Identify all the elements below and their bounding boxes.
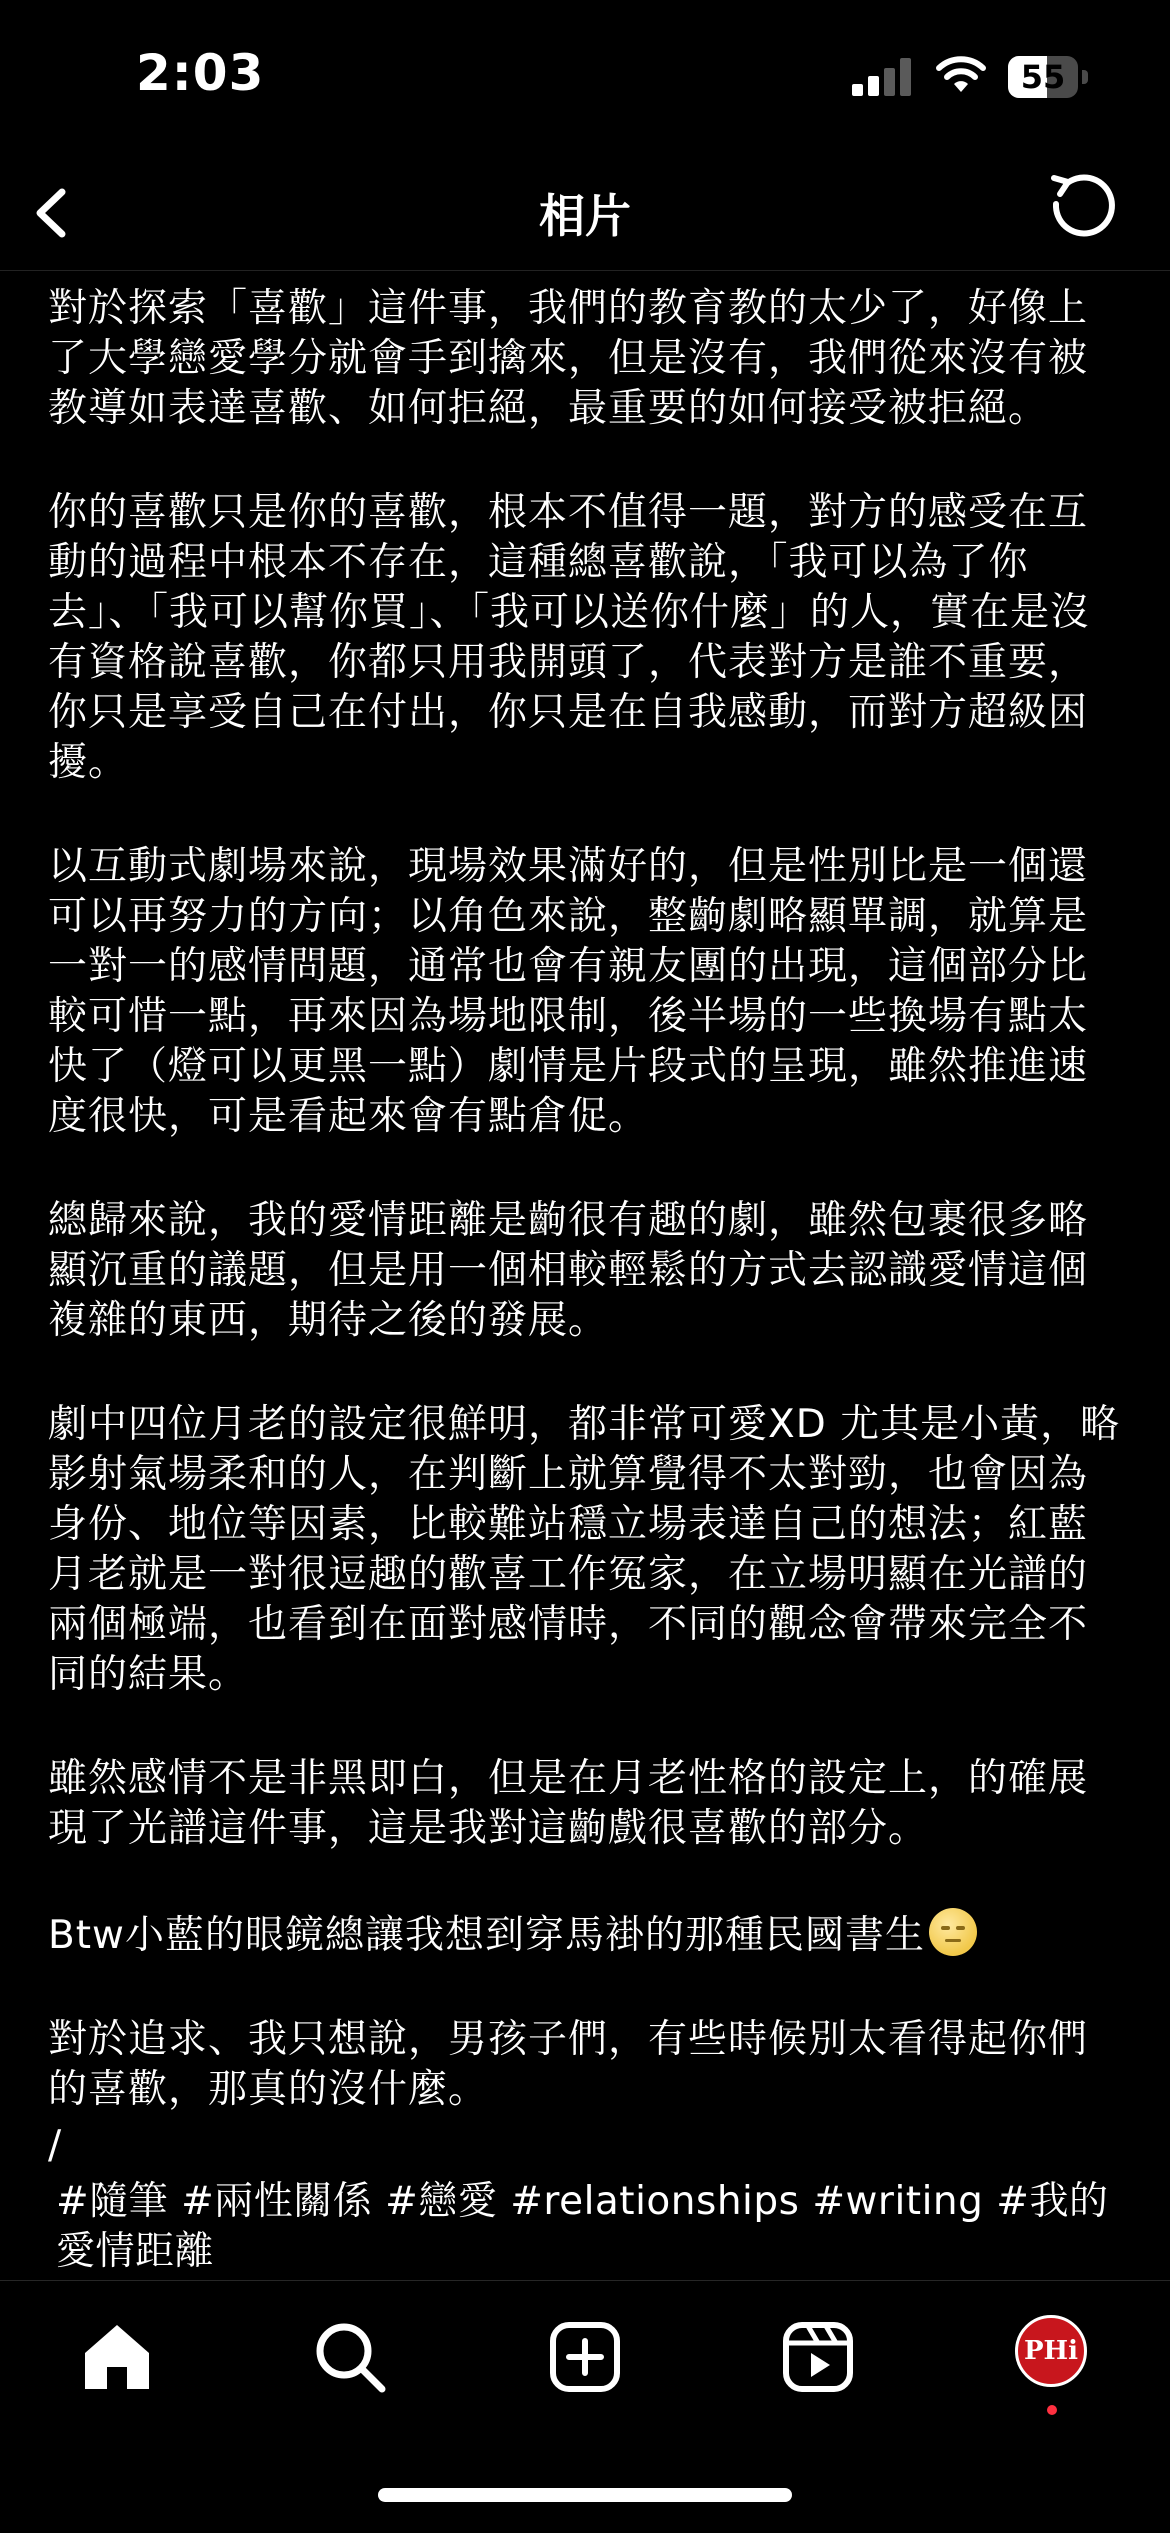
caption-paragraph: 你的喜歡只是你的喜歡，根本不值得一題，對方的感受在互動的過程中根本不存在，這種總喜歡說，「我可以為了你去」、「我可以幫你買」、「我可以送你什麼」的人，實在是沒有資格說喜歡，你都只用我開頭了，代表對方是誰不重要，你只是享受自己在付出，你只是在自我感動，而對方超級困擾。 bbox=[48, 490, 1091, 785]
notification-dot bbox=[1047, 2405, 1057, 2415]
caption-text: Btw小藍的眼鏡總讓我想到穿馬褂的那種民國書生 bbox=[48, 1913, 925, 1958]
status-time: 2:03 bbox=[136, 44, 265, 102]
hashtags[interactable]: #隨筆 #兩性關係 #戀愛 #relationships #writing #我的愛情距離 bbox=[56, 2179, 1109, 2274]
top-bar bbox=[0, 160, 1170, 271]
caption-paragraph: 雖然感情不是非黑即白，但是在月老性格的設定上，的確展現了光譜這件事，這是我對這齣戲很喜歡的部分。 bbox=[48, 1756, 1089, 1851]
profile-avatar[interactable]: PHi bbox=[1015, 2315, 1087, 2387]
caption-paragraph: 劇中四位月老的設定很鮮明，都非常可愛XD 尤其是小黃，略影射氣場柔和的人，在判斷上就算覺得不太對勁，也會因為身份、地位等因素，比較難站穩立場表達自己的想法；紅藍月老就是一對很逗趣的歡喜工作冤家，在立場明顯在光譜的兩個極端，也看到在面對感情時，不同的觀念會帶來完全不同的結果。 bbox=[48, 1402, 1121, 1697]
post-caption bbox=[48, 284, 1124, 2278]
cellular-signal-icon bbox=[852, 56, 914, 96]
create-post-icon[interactable] bbox=[545, 2317, 625, 2397]
page-title: 相片 bbox=[539, 189, 631, 243]
caption-paragraph: 對於追求、我只想說，男孩子們，有些時候別太看得起你們的喜歡，那真的沒什麼。 bbox=[48, 2017, 1089, 2112]
battery-level: 55 bbox=[1020, 58, 1066, 96]
home-icon[interactable] bbox=[77, 2317, 157, 2397]
caption-paragraph-emoji-line bbox=[48, 1908, 1124, 1961]
caption-paragraph: 對於探索「喜歡」這件事，我們的教育教的太少了，好像上了大學戀愛學分就會手到擒來，但是沒有，我們從來沒有被教導如表達喜歡、如何拒絕，最重要的如何接受被拒絕。 bbox=[48, 286, 1089, 431]
home-indicator bbox=[378, 2488, 792, 2502]
battery-icon bbox=[1008, 56, 1088, 98]
neutral-moon-face-emoji-icon bbox=[929, 1908, 977, 1956]
caption-paragraph: 以互動式劇場來說，現場效果滿好的，但是性別比是一個還可以再努力的方向；以角色來說，整齣劇略顯單調，就算是一對一的感情問題，通常也會有親友團的出現，這個部分比較可惜一點，再來因為場地限制，後半場的一些換場有點太快了（燈可以更黑一點）劇情是片段式的呈現，雖然推進速度很快，可是看起來會有點倉促。 bbox=[48, 844, 1089, 1139]
search-icon[interactable] bbox=[310, 2317, 390, 2397]
refresh-icon[interactable] bbox=[1046, 170, 1118, 242]
reels-icon[interactable] bbox=[778, 2317, 858, 2397]
caption-separator: / bbox=[48, 2123, 63, 2168]
status-bar bbox=[0, 0, 1170, 150]
wifi-icon bbox=[936, 56, 986, 96]
caption-paragraph: 總歸來說，我的愛情距離是齣很有趣的劇，雖然包裹很多略顯沉重的議題，但是用一個相較輕鬆的方式去認識愛情這個複雜的東西，期待之後的發展。 bbox=[48, 1198, 1089, 1343]
